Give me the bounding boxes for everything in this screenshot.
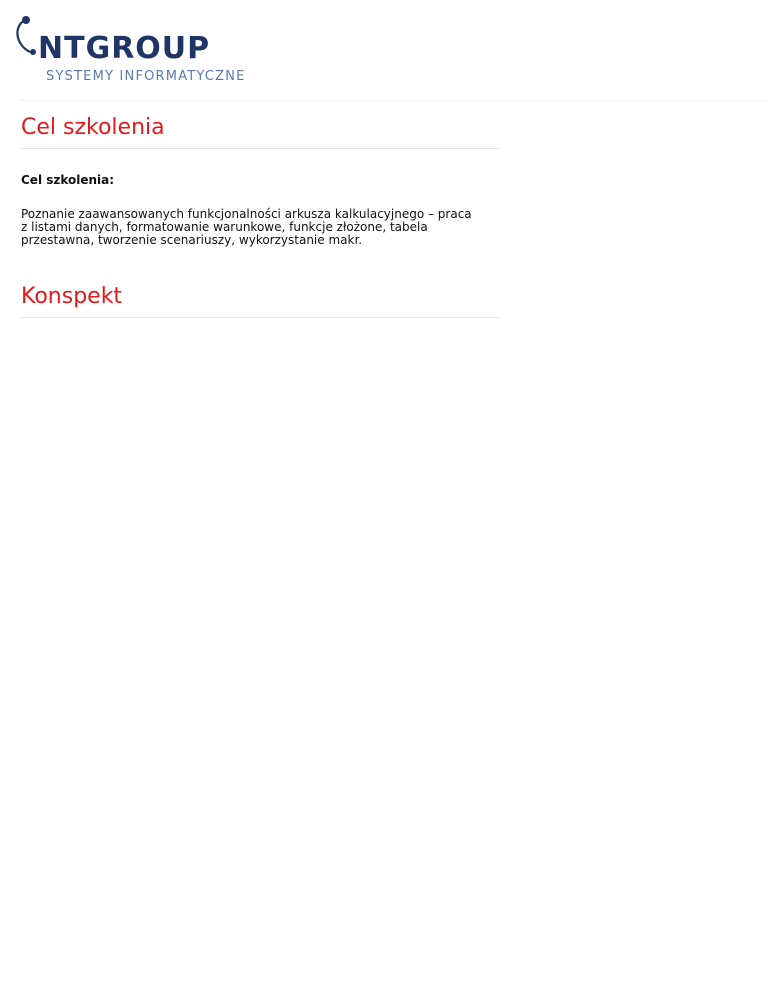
brand-name: NTGROUP [38,31,211,66]
main-content [21,114,499,318]
ntgroup-logo[interactable] [16,14,316,86]
section-title-cel-szkolenia: Cel szkolenia [21,114,499,149]
orbit-arc-icon [17,20,30,52]
section-body-text: Poznanie zaawansowanych funkcjonalności arkusza kalkulacyjnego – praca z listami danych, formatowanie warunkowe, funkcje złożone, tabela przestawna, tworzenie scenariuszy, wykorzystanie makr. [21,207,472,247]
orbit-dot-icon [22,16,30,24]
brand-prefix-dot-icon [30,49,36,55]
brand-tagline: SYSTEMY INFORMATYCZNE [46,69,246,84]
logo-graphic [16,14,316,86]
section-subheading: Cel szkolenia: [21,173,115,187]
section-title-konspekt: Konspekt [21,283,499,318]
header-divider [20,100,768,101]
